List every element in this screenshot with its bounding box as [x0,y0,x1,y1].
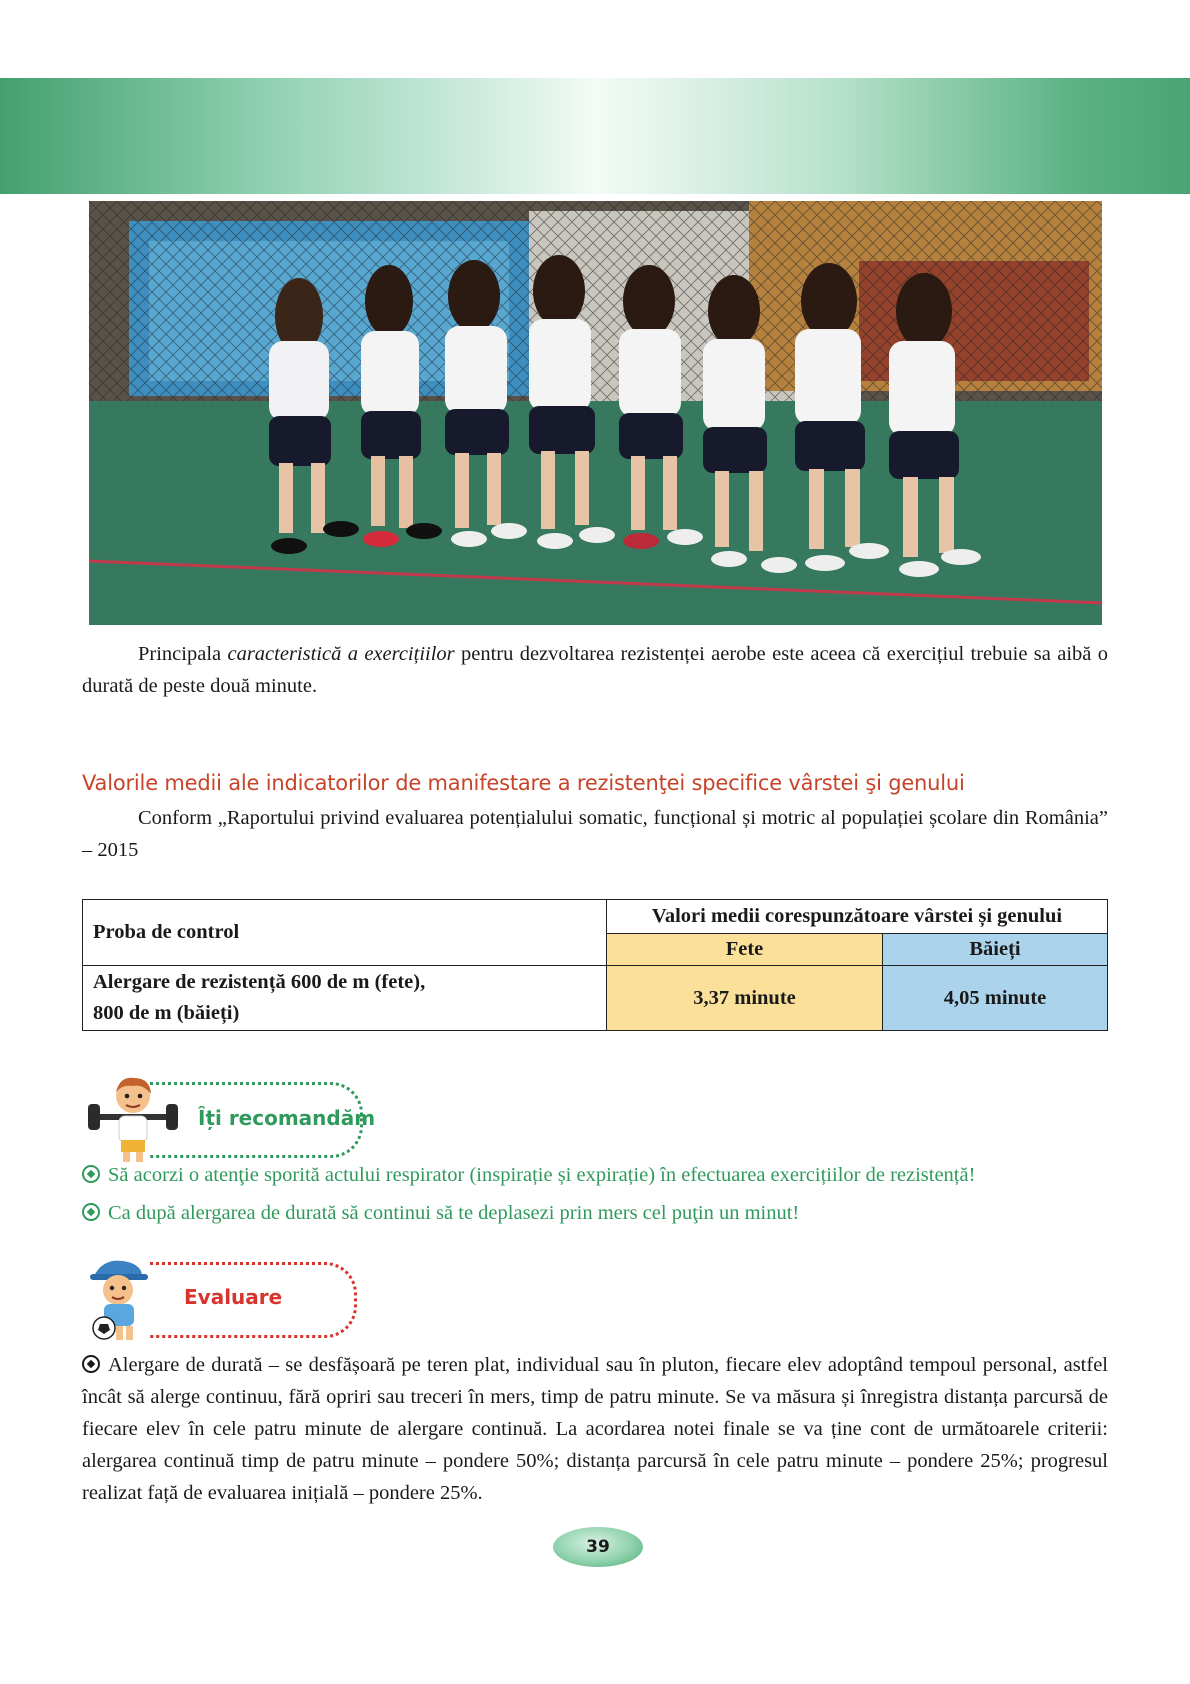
source-text: Conform „Raportului privind evaluarea potențialului somatic, funcțional și motric al populației școlare din România” – 2015 [82,807,1108,861]
value-baieti: 4,05 minute [883,966,1108,1031]
source-paragraph [82,802,1108,866]
header-fete: Fete [607,934,883,966]
soccer-ball-icon [82,1203,100,1221]
soccer-ball-icon [82,1355,100,1373]
boy-with-ball-icon [84,1258,154,1340]
values-table [82,899,1108,1031]
evaluation-paragraph [82,1349,1108,1509]
header-baieti: Băieți [883,934,1108,966]
recommend-item-2-text: Ca după alergarea de durată să continui să te deplasezi prin mers cel puţin un minut! [108,1202,800,1224]
recommend-item-2 [82,1202,799,1225]
recommend-item-1-text: Să acorzi o atenţie sporită actului respirator (inspirație și expirație) în efectuarea exercițiilor de rezistență! [108,1164,976,1186]
soccer-ball-icon [82,1165,100,1183]
header-group: Valori medii corespunzătoare vârstei și genului [607,900,1108,934]
evaluation-text: Alergare de durată – se desfășoară pe teren plat, individual sau în pluton, fiecare elev adoptând tempoul personal, astfel încât să alerge continuu, fără opriri sau treceri în mers, timp de patru minute. Se va măsura și înregistra distanța parcursă de fiecare elev în cele patru minute de alergare continuă. La acordarea notei finale se va ține cont de următoarele criterii: alergarea continuă timp de patru minute – pondere 50%; distanța parcursă în cele patru minute – pondere 25%; progresul realizat față de evaluarea inițială – pondere 25%. [82,1354,1108,1504]
value-fete: 3,37 minute [607,966,883,1031]
section-title: Valorile medii ale indicatorilor de manifestare a rezistenţei specifice vârstei şi genului [82,771,965,795]
header-proba: Proba de control [83,900,607,966]
row-label-line2: 800 de m (băieți) [93,1002,240,1024]
row-label-line1: Alergare de rezistență 600 de m (fete), [93,971,426,993]
row-label [83,966,607,1031]
page-number: 39 [553,1527,643,1567]
intro-emphasis: caracteristică a exercițiilor [227,643,455,665]
header-band [0,78,1190,194]
running-girls-photo [89,201,1102,625]
evaluation-title: Evaluare [184,1285,283,1309]
recommend-item-1 [82,1164,975,1187]
intro-text-after: pentru dezvoltarea rezistenței aerobe este aceea că exercițiul trebuie sa aibă o durată de peste două minute. [82,643,1108,697]
recommend-title: Îți recomandăm [198,1106,376,1130]
intro-text-before: Principala [138,643,228,665]
intro-paragraph [82,638,1108,702]
